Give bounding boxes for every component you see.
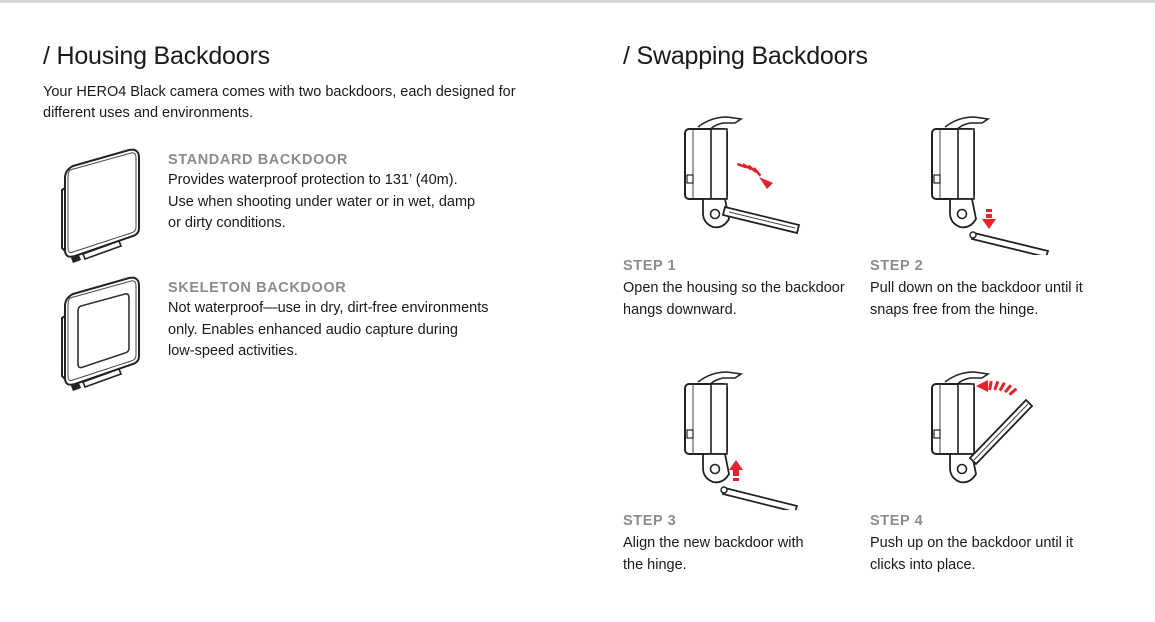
description-line: Align the new backdoor with [623, 535, 804, 551]
standard-backdoor-heading: STANDARD BACKDOOR [168, 152, 348, 168]
step-1-illustration [663, 115, 813, 255]
step-2-label: STEP 2 [870, 258, 924, 274]
swapping-backdoors-title: / Swapping Backdoors [623, 42, 868, 70]
description-line: Push up on the backdoor until it [870, 535, 1074, 551]
step-3-label: STEP 3 [623, 513, 677, 529]
description-line: or dirty conditions. [168, 215, 286, 231]
description-line: low-speed activities. [168, 343, 298, 359]
standard-backdoor-item [43, 148, 563, 268]
swapping-backdoors-section [623, 40, 1143, 573]
step-2-illustration [910, 115, 1060, 255]
skeleton-backdoor-icon [59, 276, 145, 392]
description-line: snaps free from the hinge. [870, 301, 1039, 318]
step-3-illustration [663, 370, 813, 510]
step-4-description [870, 533, 1105, 576]
standard-backdoor-description [168, 170, 548, 235]
step-1-label: STEP 1 [623, 258, 677, 274]
skeleton-backdoor-item [43, 276, 563, 396]
description-line: Open the housing so the backdoor [623, 280, 845, 296]
skeleton-backdoor-description [168, 298, 548, 363]
step-4-illustration [910, 370, 1060, 510]
housing-intro: Your HERO4 Black camera comes with two backdoors, each designed for different uses and environments. [43, 84, 516, 121]
description-line: Not waterproof—use in dry, dirt-free environments [168, 300, 489, 316]
description-line: Pull down on the backdoor until it [870, 280, 1083, 296]
description-line: clicks into place. [870, 556, 976, 573]
housing-backdoors-title: / Housing Backdoors [43, 42, 270, 70]
description-line: the hinge. [623, 556, 687, 573]
step-4-label: STEP 4 [870, 513, 924, 529]
description-line: Provides waterproof protection to 131’ (40m). [168, 172, 458, 188]
standard-backdoor-icon [59, 148, 145, 264]
top-divider [0, 0, 1155, 3]
description-line: only. Enables enhanced audio capture during [168, 321, 458, 338]
housing-backdoors-section [43, 40, 563, 359]
step-3-description [623, 533, 858, 576]
step-2-description [870, 278, 1105, 321]
skeleton-backdoor-heading: SKELETON BACKDOOR [168, 280, 347, 296]
description-line: hangs downward. [623, 301, 737, 318]
description-line: Use when shooting under water or in wet, damp [168, 193, 476, 210]
step-1-description [623, 278, 858, 321]
